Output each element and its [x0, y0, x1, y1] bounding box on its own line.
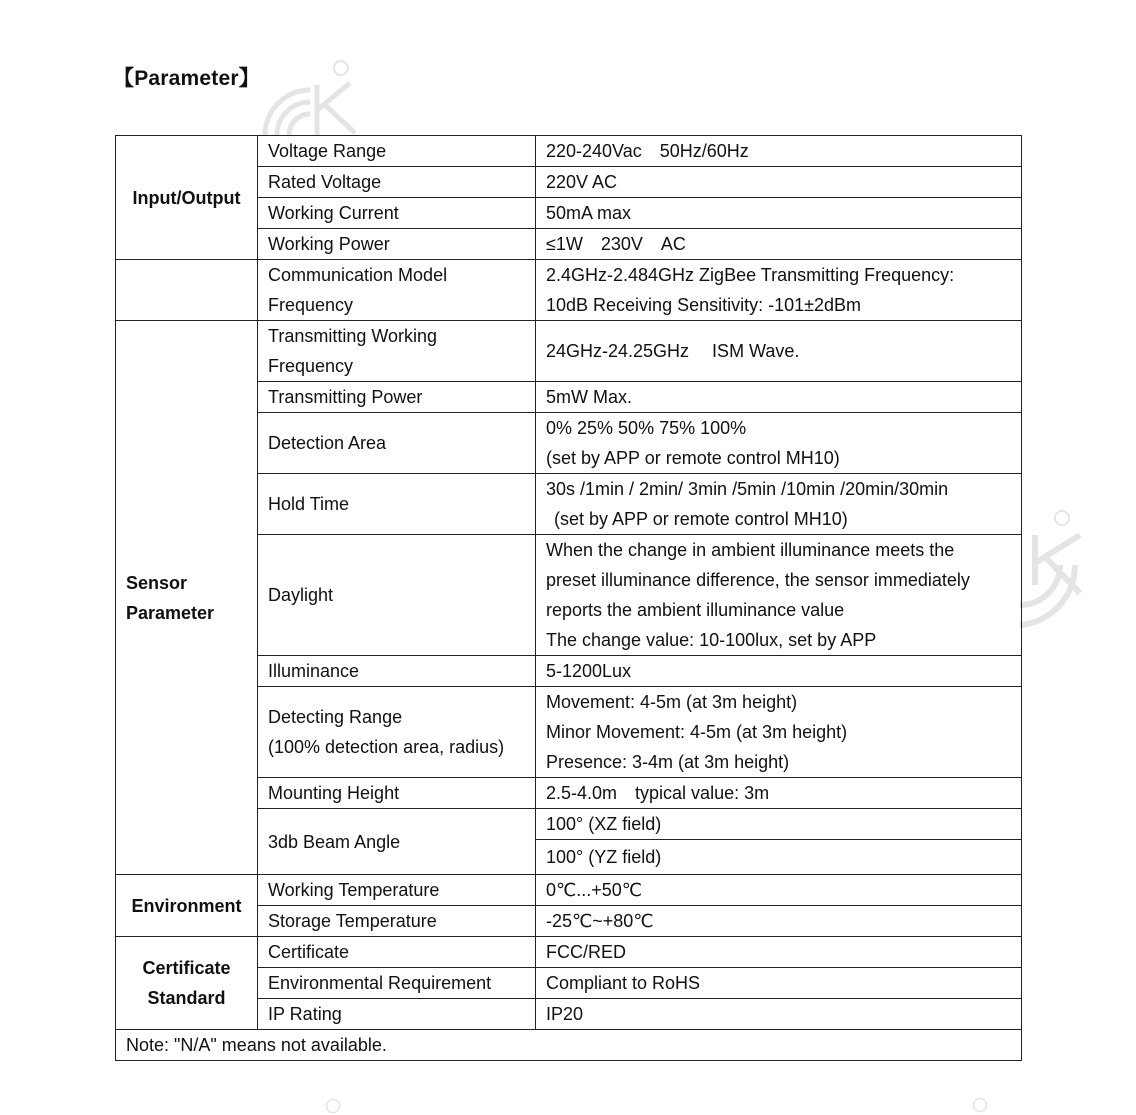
row-value: Compliant to RoHS: [536, 968, 1022, 999]
row-label: Environmental Requirement: [258, 968, 536, 999]
row-label: Rated Voltage: [258, 167, 536, 198]
parameter-table: [115, 135, 1022, 1061]
table-row: [116, 321, 1022, 382]
table-row: [116, 1030, 1022, 1061]
row-value: 5-1200Lux: [536, 656, 1022, 687]
group-certificate-standard: Certificate Standard: [116, 937, 258, 1030]
table-note: Note: "N/A" means not available.: [116, 1030, 1022, 1061]
row-label: Hold Time: [258, 474, 536, 535]
row-value: -25℃~+80℃: [536, 906, 1022, 937]
row-value: 2.4GHz-2.484GHz ZigBee Transmitting Frequency: 10dB Receiving Sensitivity: -101±2dBm: [536, 260, 1022, 321]
row-label: Storage Temperature: [258, 906, 536, 937]
table-row: [116, 937, 1022, 968]
table-row: [116, 136, 1022, 167]
row-value: IP20: [536, 999, 1022, 1030]
row-label: Voltage Range: [258, 136, 536, 167]
registered-mark-icon: [325, 1098, 341, 1114]
row-value: 220V AC: [536, 167, 1022, 198]
row-label: Detection Area: [258, 413, 536, 474]
row-value: 220-240Vac 50Hz/60Hz: [536, 136, 1022, 167]
table-row: [116, 260, 1022, 321]
row-label: 3db Beam Angle: [258, 809, 536, 875]
watermark-logo-icon: [1015, 505, 1125, 635]
row-label: Working Temperature: [258, 875, 536, 906]
row-label: Transmitting Power: [258, 382, 536, 413]
row-label: Certificate: [258, 937, 536, 968]
row-value: FCC/RED: [536, 937, 1022, 968]
row-value: 0% 25% 50% 75% 100% (set by APP or remote control MH10): [536, 413, 1022, 474]
row-value: 50mA max: [536, 198, 1022, 229]
group-input-output: Input/Output: [116, 136, 258, 260]
row-label: Daylight: [258, 535, 536, 656]
row-label: Illuminance: [258, 656, 536, 687]
registered-mark-icon: [972, 1097, 988, 1113]
group-empty: [116, 260, 258, 321]
row-value: ≤1W 230V AC: [536, 229, 1022, 260]
row-value: 2.5-4.0m typical value: 3m: [536, 778, 1022, 809]
row-label: Transmitting Working Frequency: [258, 321, 536, 382]
row-value: 0℃...+50℃: [536, 875, 1022, 906]
row-value: 5mW Max.: [536, 382, 1022, 413]
row-value: Movement: 4-5m (at 3m height) Minor Movement: 4-5m (at 3m height) Presence: 3-4m (at 3m height): [536, 687, 1022, 778]
row-label: Mounting Height: [258, 778, 536, 809]
row-value: When the change in ambient illuminance meets the preset illuminance difference, the sensor immediately reports the ambient illuminance value The change value: 10-100lux, set by APP: [536, 535, 1022, 656]
row-value: 30s /1min / 2min/ 3min /5min /10min /20min/30min (set by APP or remote control MH10): [536, 474, 1022, 535]
row-label: Communication Model Frequency: [258, 260, 536, 321]
row-label: Detecting Range (100% detection area, radius): [258, 687, 536, 778]
page-title: 【Parameter】: [113, 67, 260, 90]
table-row: [116, 875, 1022, 906]
row-label: Working Power: [258, 229, 536, 260]
group-sensor-parameter: Sensor Parameter: [116, 321, 258, 875]
row-label: Working Current: [258, 198, 536, 229]
watermark-logo-icon: [255, 55, 365, 145]
row-value: 100° (YZ field): [536, 840, 1022, 875]
group-environment: Environment: [116, 875, 258, 937]
row-label: IP Rating: [258, 999, 536, 1030]
row-value: 100° (XZ field): [536, 809, 1022, 840]
row-value: 24GHz-24.25GHz ISM Wave.: [536, 321, 1022, 382]
